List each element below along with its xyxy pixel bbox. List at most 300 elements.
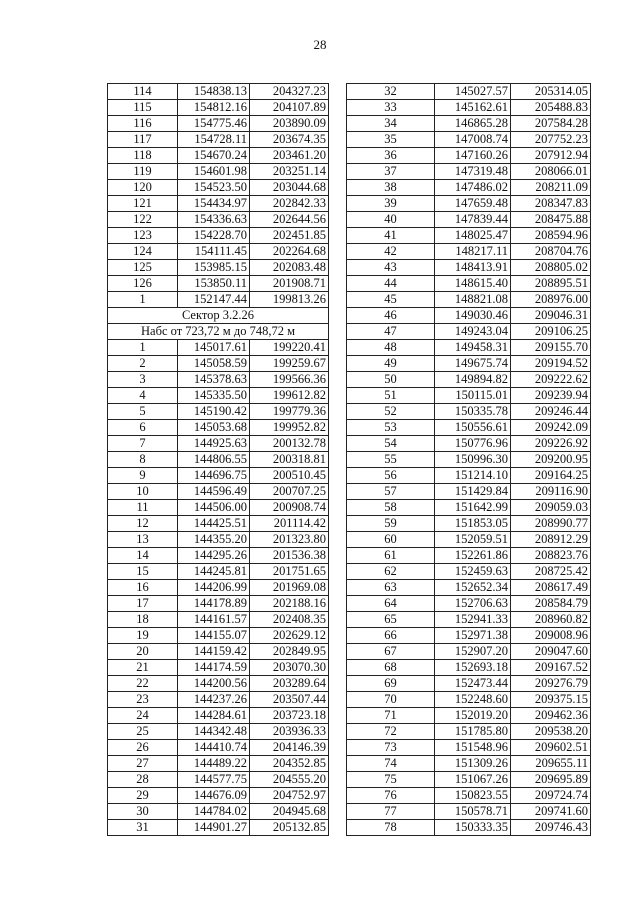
x-coordinate: 152652.34 — [435, 580, 511, 596]
y-coordinate: 200510.45 — [250, 468, 329, 484]
y-coordinate: 209116.90 — [511, 484, 591, 500]
x-coordinate: 151785.80 — [435, 724, 511, 740]
sector-range-row — [108, 324, 329, 340]
x-coordinate: 144161.57 — [178, 612, 250, 628]
table-row — [108, 148, 329, 164]
x-coordinate: 144806.55 — [178, 452, 250, 468]
y-coordinate: 202083.48 — [250, 260, 329, 276]
y-coordinate: 208475.88 — [511, 212, 591, 228]
table-row — [108, 260, 329, 276]
point-number: 56 — [347, 468, 435, 484]
y-coordinate: 208960.82 — [511, 612, 591, 628]
left-table-top-rows — [108, 84, 329, 308]
table-row — [108, 196, 329, 212]
x-coordinate: 144342.48 — [178, 724, 250, 740]
table-row — [347, 180, 591, 196]
point-number: 35 — [347, 132, 435, 148]
x-coordinate: 147008.74 — [435, 132, 511, 148]
x-coordinate: 144295.26 — [178, 548, 250, 564]
y-coordinate: 201536.38 — [250, 548, 329, 564]
table-row — [108, 644, 329, 660]
point-number: 52 — [347, 404, 435, 420]
table-row — [347, 132, 591, 148]
point-number: 76 — [347, 788, 435, 804]
y-coordinate: 199612.82 — [250, 388, 329, 404]
y-coordinate: 203507.44 — [250, 692, 329, 708]
table-row — [108, 372, 329, 388]
point-number: 24 — [108, 708, 178, 724]
table-row — [108, 132, 329, 148]
point-number: 118 — [108, 148, 178, 164]
point-number: 68 — [347, 660, 435, 676]
table-row — [108, 356, 329, 372]
y-coordinate: 202849.95 — [250, 644, 329, 660]
table-row — [347, 452, 591, 468]
point-number: 20 — [108, 644, 178, 660]
x-coordinate: 152941.33 — [435, 612, 511, 628]
y-coordinate: 199259.67 — [250, 356, 329, 372]
x-coordinate: 154728.11 — [178, 132, 250, 148]
x-coordinate: 149894.82 — [435, 372, 511, 388]
point-number: 63 — [347, 580, 435, 596]
point-number: 42 — [347, 244, 435, 260]
point-number: 77 — [347, 804, 435, 820]
x-coordinate: 144284.61 — [178, 708, 250, 724]
y-coordinate: 204146.39 — [250, 740, 329, 756]
y-coordinate: 209222.62 — [511, 372, 591, 388]
point-number: 125 — [108, 260, 178, 276]
point-number: 71 — [347, 708, 435, 724]
point-number: 116 — [108, 116, 178, 132]
point-number: 25 — [108, 724, 178, 740]
table-row — [347, 724, 591, 740]
y-coordinate: 209375.15 — [511, 692, 591, 708]
point-number: 55 — [347, 452, 435, 468]
y-coordinate: 208347.83 — [511, 196, 591, 212]
y-coordinate: 208912.29 — [511, 532, 591, 548]
y-coordinate: 202188.16 — [250, 596, 329, 612]
y-coordinate: 200908.74 — [250, 500, 329, 516]
left-table-bottom-rows — [108, 340, 329, 836]
y-coordinate: 203070.30 — [250, 660, 329, 676]
table-row — [108, 404, 329, 420]
y-coordinate: 201969.08 — [250, 580, 329, 596]
point-number: 60 — [347, 532, 435, 548]
y-coordinate: 209242.09 — [511, 420, 591, 436]
table-row — [108, 548, 329, 564]
point-number: 14 — [108, 548, 178, 564]
y-coordinate: 209008.96 — [511, 628, 591, 644]
table-row — [347, 228, 591, 244]
point-number: 65 — [347, 612, 435, 628]
x-coordinate: 152059.51 — [435, 532, 511, 548]
table-row — [108, 116, 329, 132]
x-coordinate: 151067.26 — [435, 772, 511, 788]
x-coordinate: 144489.22 — [178, 756, 250, 772]
x-coordinate: 152907.20 — [435, 644, 511, 660]
table-row — [108, 804, 329, 820]
table-row — [108, 756, 329, 772]
table-row — [108, 724, 329, 740]
point-number: 78 — [347, 820, 435, 836]
table-row — [347, 804, 591, 820]
y-coordinate: 208990.77 — [511, 516, 591, 532]
y-coordinate: 208704.76 — [511, 244, 591, 260]
y-coordinate: 204107.89 — [250, 100, 329, 116]
table-row — [347, 116, 591, 132]
x-coordinate: 145053.68 — [178, 420, 250, 436]
y-coordinate: 209059.03 — [511, 500, 591, 516]
x-coordinate: 153985.15 — [178, 260, 250, 276]
point-number: 49 — [347, 356, 435, 372]
point-number: 54 — [347, 436, 435, 452]
y-coordinate: 207752.23 — [511, 132, 591, 148]
y-coordinate: 208976.00 — [511, 292, 591, 308]
point-number: 50 — [347, 372, 435, 388]
point-number: 3 — [108, 372, 178, 388]
table-row — [108, 772, 329, 788]
table-row — [108, 420, 329, 436]
point-number: 53 — [347, 420, 435, 436]
x-coordinate: 147659.48 — [435, 196, 511, 212]
point-number: 30 — [108, 804, 178, 820]
table-row — [347, 500, 591, 516]
x-coordinate: 154670.24 — [178, 148, 250, 164]
point-number: 22 — [108, 676, 178, 692]
x-coordinate: 148217.11 — [435, 244, 511, 260]
table-row — [347, 100, 591, 116]
table-row — [347, 244, 591, 260]
point-number: 1 — [108, 340, 178, 356]
x-coordinate: 144596.49 — [178, 484, 250, 500]
point-number: 29 — [108, 788, 178, 804]
y-coordinate: 203674.35 — [250, 132, 329, 148]
sector-title: Сектор 3.2.26 — [108, 308, 329, 324]
y-coordinate: 209695.89 — [511, 772, 591, 788]
x-coordinate: 152693.18 — [435, 660, 511, 676]
y-coordinate: 208805.02 — [511, 260, 591, 276]
point-number: 13 — [108, 532, 178, 548]
table-row — [347, 516, 591, 532]
point-number: 5 — [108, 404, 178, 420]
x-coordinate: 149675.74 — [435, 356, 511, 372]
y-coordinate: 202629.12 — [250, 628, 329, 644]
y-coordinate: 199566.36 — [250, 372, 329, 388]
y-coordinate: 208066.01 — [511, 164, 591, 180]
point-number: 67 — [347, 644, 435, 660]
table-row — [108, 388, 329, 404]
table-row — [108, 180, 329, 196]
point-number: 47 — [347, 324, 435, 340]
x-coordinate: 144506.00 — [178, 500, 250, 516]
point-number: 117 — [108, 132, 178, 148]
x-coordinate: 145017.61 — [178, 340, 250, 356]
x-coordinate: 145378.63 — [178, 372, 250, 388]
table-row — [347, 468, 591, 484]
point-number: 18 — [108, 612, 178, 628]
table-row — [347, 788, 591, 804]
y-coordinate: 209538.20 — [511, 724, 591, 740]
x-coordinate: 144178.89 — [178, 596, 250, 612]
table-row — [347, 660, 591, 676]
table-row — [108, 564, 329, 580]
point-number: 126 — [108, 276, 178, 292]
table-row — [108, 452, 329, 468]
y-coordinate: 205488.83 — [511, 100, 591, 116]
y-coordinate: 202451.85 — [250, 228, 329, 244]
y-coordinate: 208594.96 — [511, 228, 591, 244]
x-coordinate: 144577.75 — [178, 772, 250, 788]
table-row — [347, 436, 591, 452]
x-coordinate: 144155.07 — [178, 628, 250, 644]
x-coordinate: 148025.47 — [435, 228, 511, 244]
point-number: 9 — [108, 468, 178, 484]
table-row — [347, 388, 591, 404]
y-coordinate: 209246.44 — [511, 404, 591, 420]
y-coordinate: 203723.18 — [250, 708, 329, 724]
y-coordinate: 209239.94 — [511, 388, 591, 404]
point-number: 6 — [108, 420, 178, 436]
x-coordinate: 144206.99 — [178, 580, 250, 596]
table-row — [108, 436, 329, 452]
x-coordinate: 150578.71 — [435, 804, 511, 820]
point-number: 61 — [347, 548, 435, 564]
table-row — [108, 596, 329, 612]
point-number: 69 — [347, 676, 435, 692]
y-coordinate: 203289.64 — [250, 676, 329, 692]
x-coordinate: 147319.48 — [435, 164, 511, 180]
point-number: 4 — [108, 388, 178, 404]
y-coordinate: 209462.36 — [511, 708, 591, 724]
point-number: 8 — [108, 452, 178, 468]
y-coordinate: 203461.20 — [250, 148, 329, 164]
table-row — [108, 532, 329, 548]
y-coordinate: 199779.36 — [250, 404, 329, 420]
point-number: 44 — [347, 276, 435, 292]
page-number: 28 — [313, 37, 327, 52]
y-coordinate: 202644.56 — [250, 212, 329, 228]
point-number: 40 — [347, 212, 435, 228]
x-coordinate: 154838.13 — [178, 84, 250, 100]
x-coordinate: 144200.56 — [178, 676, 250, 692]
x-coordinate: 154523.50 — [178, 180, 250, 196]
table-row — [347, 532, 591, 548]
table-row — [108, 484, 329, 500]
table-row — [108, 788, 329, 804]
table-row — [108, 580, 329, 596]
x-coordinate: 153850.11 — [178, 276, 250, 292]
y-coordinate: 209655.11 — [511, 756, 591, 772]
y-coordinate: 200707.25 — [250, 484, 329, 500]
point-number: 123 — [108, 228, 178, 244]
y-coordinate: 208725.42 — [511, 564, 591, 580]
y-coordinate: 208823.76 — [511, 548, 591, 564]
point-number: 119 — [108, 164, 178, 180]
y-coordinate: 202264.68 — [250, 244, 329, 260]
table-row — [347, 596, 591, 612]
point-number: 62 — [347, 564, 435, 580]
sector-range: Набс от 723,72 м до 748,72 м — [108, 324, 329, 340]
x-coordinate: 149030.46 — [435, 308, 511, 324]
point-number: 51 — [347, 388, 435, 404]
point-number: 45 — [347, 292, 435, 308]
x-coordinate: 150333.35 — [435, 820, 511, 836]
x-coordinate: 150823.55 — [435, 788, 511, 804]
y-coordinate: 203936.33 — [250, 724, 329, 740]
table-row — [347, 772, 591, 788]
y-coordinate: 201323.80 — [250, 532, 329, 548]
y-coordinate: 200132.78 — [250, 436, 329, 452]
x-coordinate: 152261.86 — [435, 548, 511, 564]
point-number: 21 — [108, 660, 178, 676]
y-coordinate: 207584.28 — [511, 116, 591, 132]
point-number: 115 — [108, 100, 178, 116]
point-number: 32 — [347, 84, 435, 100]
y-coordinate: 199220.41 — [250, 340, 329, 356]
table-row — [347, 740, 591, 756]
x-coordinate: 152147.44 — [178, 292, 250, 308]
point-number: 15 — [108, 564, 178, 580]
point-number: 19 — [108, 628, 178, 644]
table-row — [108, 340, 329, 356]
point-number: 66 — [347, 628, 435, 644]
x-coordinate: 151309.26 — [435, 756, 511, 772]
table-row — [108, 100, 329, 116]
x-coordinate: 144696.75 — [178, 468, 250, 484]
point-number: 73 — [347, 740, 435, 756]
table-row — [347, 292, 591, 308]
x-coordinate: 147486.02 — [435, 180, 511, 196]
table-row — [347, 164, 591, 180]
x-coordinate: 154775.46 — [178, 116, 250, 132]
y-coordinate: 199813.26 — [250, 292, 329, 308]
y-coordinate: 209724.74 — [511, 788, 591, 804]
x-coordinate: 145027.57 — [435, 84, 511, 100]
point-number: 114 — [108, 84, 178, 100]
table-row — [347, 580, 591, 596]
point-number: 17 — [108, 596, 178, 612]
x-coordinate: 151642.99 — [435, 500, 511, 516]
y-coordinate: 199952.82 — [250, 420, 329, 436]
y-coordinate: 209602.51 — [511, 740, 591, 756]
x-coordinate: 144174.59 — [178, 660, 250, 676]
x-coordinate: 148821.08 — [435, 292, 511, 308]
x-coordinate: 144237.26 — [178, 692, 250, 708]
x-coordinate: 144901.27 — [178, 820, 250, 836]
x-coordinate: 149458.31 — [435, 340, 511, 356]
x-coordinate: 150335.78 — [435, 404, 511, 420]
y-coordinate: 209276.79 — [511, 676, 591, 692]
y-coordinate: 203251.14 — [250, 164, 329, 180]
table-row — [108, 708, 329, 724]
point-number: 124 — [108, 244, 178, 260]
table-row — [347, 356, 591, 372]
x-coordinate: 144676.09 — [178, 788, 250, 804]
y-coordinate: 209046.31 — [511, 308, 591, 324]
point-number: 41 — [347, 228, 435, 244]
table-row — [108, 516, 329, 532]
y-coordinate: 208584.79 — [511, 596, 591, 612]
table-row — [347, 308, 591, 324]
point-number: 64 — [347, 596, 435, 612]
point-number: 31 — [108, 820, 178, 836]
y-coordinate: 205132.85 — [250, 820, 329, 836]
table-row — [347, 260, 591, 276]
point-number: 121 — [108, 196, 178, 212]
x-coordinate: 154336.63 — [178, 212, 250, 228]
y-coordinate: 204352.85 — [250, 756, 329, 772]
table-row — [347, 644, 591, 660]
point-number: 1 — [108, 292, 178, 308]
x-coordinate: 146865.28 — [435, 116, 511, 132]
table-row — [108, 676, 329, 692]
point-number: 58 — [347, 500, 435, 516]
x-coordinate: 151214.10 — [435, 468, 511, 484]
point-number: 10 — [108, 484, 178, 500]
point-number: 11 — [108, 500, 178, 516]
table-row — [347, 548, 591, 564]
table-row — [108, 660, 329, 676]
table-row — [347, 84, 591, 100]
y-coordinate: 209047.60 — [511, 644, 591, 660]
x-coordinate: 150556.61 — [435, 420, 511, 436]
table-row — [108, 820, 329, 836]
table-row — [347, 212, 591, 228]
y-coordinate: 204945.68 — [250, 804, 329, 820]
y-coordinate: 202408.35 — [250, 612, 329, 628]
sector-title-row — [108, 308, 329, 324]
y-coordinate: 203890.09 — [250, 116, 329, 132]
table-row — [347, 372, 591, 388]
x-coordinate: 152248.60 — [435, 692, 511, 708]
point-number: 122 — [108, 212, 178, 228]
table-row — [347, 612, 591, 628]
table-row — [347, 564, 591, 580]
y-coordinate: 204752.97 — [250, 788, 329, 804]
x-coordinate: 152971.38 — [435, 628, 511, 644]
point-number: 2 — [108, 356, 178, 372]
y-coordinate: 209164.25 — [511, 468, 591, 484]
y-coordinate: 201751.65 — [250, 564, 329, 580]
y-coordinate: 201114.42 — [250, 516, 329, 532]
table-row — [108, 212, 329, 228]
table-row — [108, 292, 329, 308]
y-coordinate: 209746.43 — [511, 820, 591, 836]
table-row — [108, 468, 329, 484]
point-number: 43 — [347, 260, 435, 276]
point-number: 46 — [347, 308, 435, 324]
point-number: 16 — [108, 580, 178, 596]
table-row — [108, 692, 329, 708]
x-coordinate: 149243.04 — [435, 324, 511, 340]
x-coordinate: 154434.97 — [178, 196, 250, 212]
table-row — [108, 276, 329, 292]
table-row — [347, 708, 591, 724]
table-row — [347, 340, 591, 356]
y-coordinate: 200318.81 — [250, 452, 329, 468]
coordinates-table-right — [346, 83, 591, 836]
x-coordinate: 148615.40 — [435, 276, 511, 292]
table-row — [347, 324, 591, 340]
x-coordinate: 144784.02 — [178, 804, 250, 820]
right-table-rows — [347, 84, 591, 836]
x-coordinate: 144159.42 — [178, 644, 250, 660]
y-coordinate: 202842.33 — [250, 196, 329, 212]
x-coordinate: 145162.61 — [435, 100, 511, 116]
point-number: 28 — [108, 772, 178, 788]
point-number: 23 — [108, 692, 178, 708]
x-coordinate: 151853.05 — [435, 516, 511, 532]
